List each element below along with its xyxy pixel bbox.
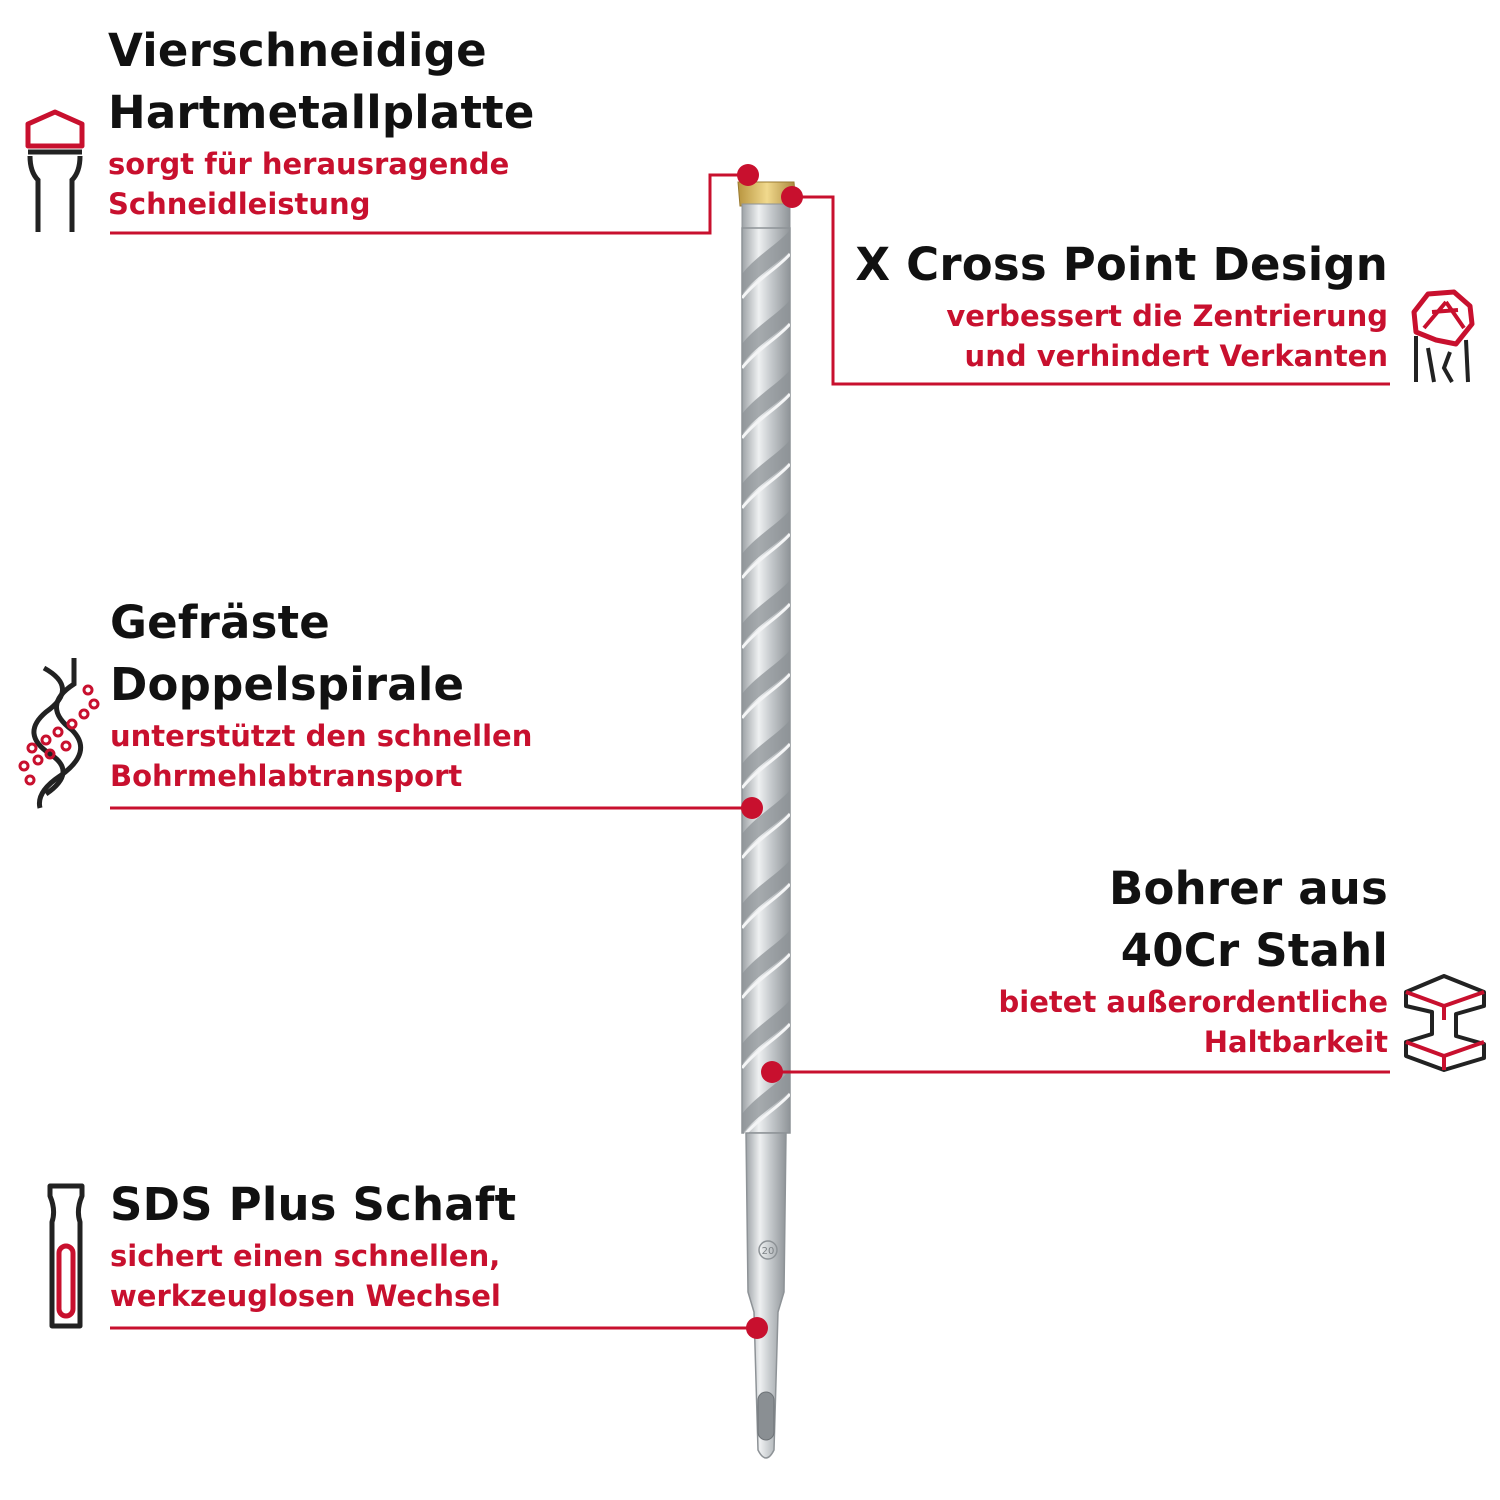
carbide-tip-icon <box>22 108 88 236</box>
feature-title: X Cross Point Design <box>855 238 1388 291</box>
size-marking: 20 <box>761 1246 775 1257</box>
steel-beam-icon <box>1400 972 1490 1074</box>
feature-carbide-tip <box>108 20 535 224</box>
feature-sds-plus <box>110 1174 516 1316</box>
double-spiral-icon <box>10 654 100 812</box>
feature-cross-point <box>840 234 1388 376</box>
callout-dot-crosspoint <box>781 186 803 208</box>
feature-description: Bohrmehlabtransport <box>110 759 463 793</box>
feature-description: unterstützt den schnellen <box>110 719 533 753</box>
feature-title: Doppelspirale <box>110 658 465 711</box>
feature-description: sorgt für herausragende <box>108 147 510 181</box>
feature-title: Hartmetallplatte <box>108 86 535 139</box>
feature-description: Haltbarkeit <box>1203 1025 1388 1059</box>
cross-point-icon <box>1406 288 1478 386</box>
feature-description: Schneidleistung <box>108 187 371 221</box>
feature-40cr-steel <box>900 858 1388 1062</box>
feature-title: 40Cr Stahl <box>1120 924 1388 977</box>
callout-dot-shank <box>746 1317 768 1339</box>
feature-description: bietet außerordentliche <box>998 985 1388 1019</box>
feature-title: Vierschneidige <box>108 24 487 77</box>
callout-dot-steel <box>761 1061 783 1083</box>
callout-dot-spiral <box>741 797 763 819</box>
feature-title: Bohrer aus <box>1108 862 1388 915</box>
callout-dot-carbide <box>737 164 759 186</box>
feature-description: werkzeuglosen Wechsel <box>110 1279 501 1313</box>
feature-title: SDS Plus Schaft <box>110 1178 517 1231</box>
sds-shank-icon <box>44 1182 88 1330</box>
feature-description: verbessert die Zentrierung <box>946 299 1388 333</box>
feature-description: sichert einen schnellen, <box>110 1239 501 1273</box>
feature-title: Gefräste <box>110 596 331 649</box>
feature-double-spiral <box>110 592 532 796</box>
feature-description: und verhindert Verkanten <box>964 339 1388 373</box>
